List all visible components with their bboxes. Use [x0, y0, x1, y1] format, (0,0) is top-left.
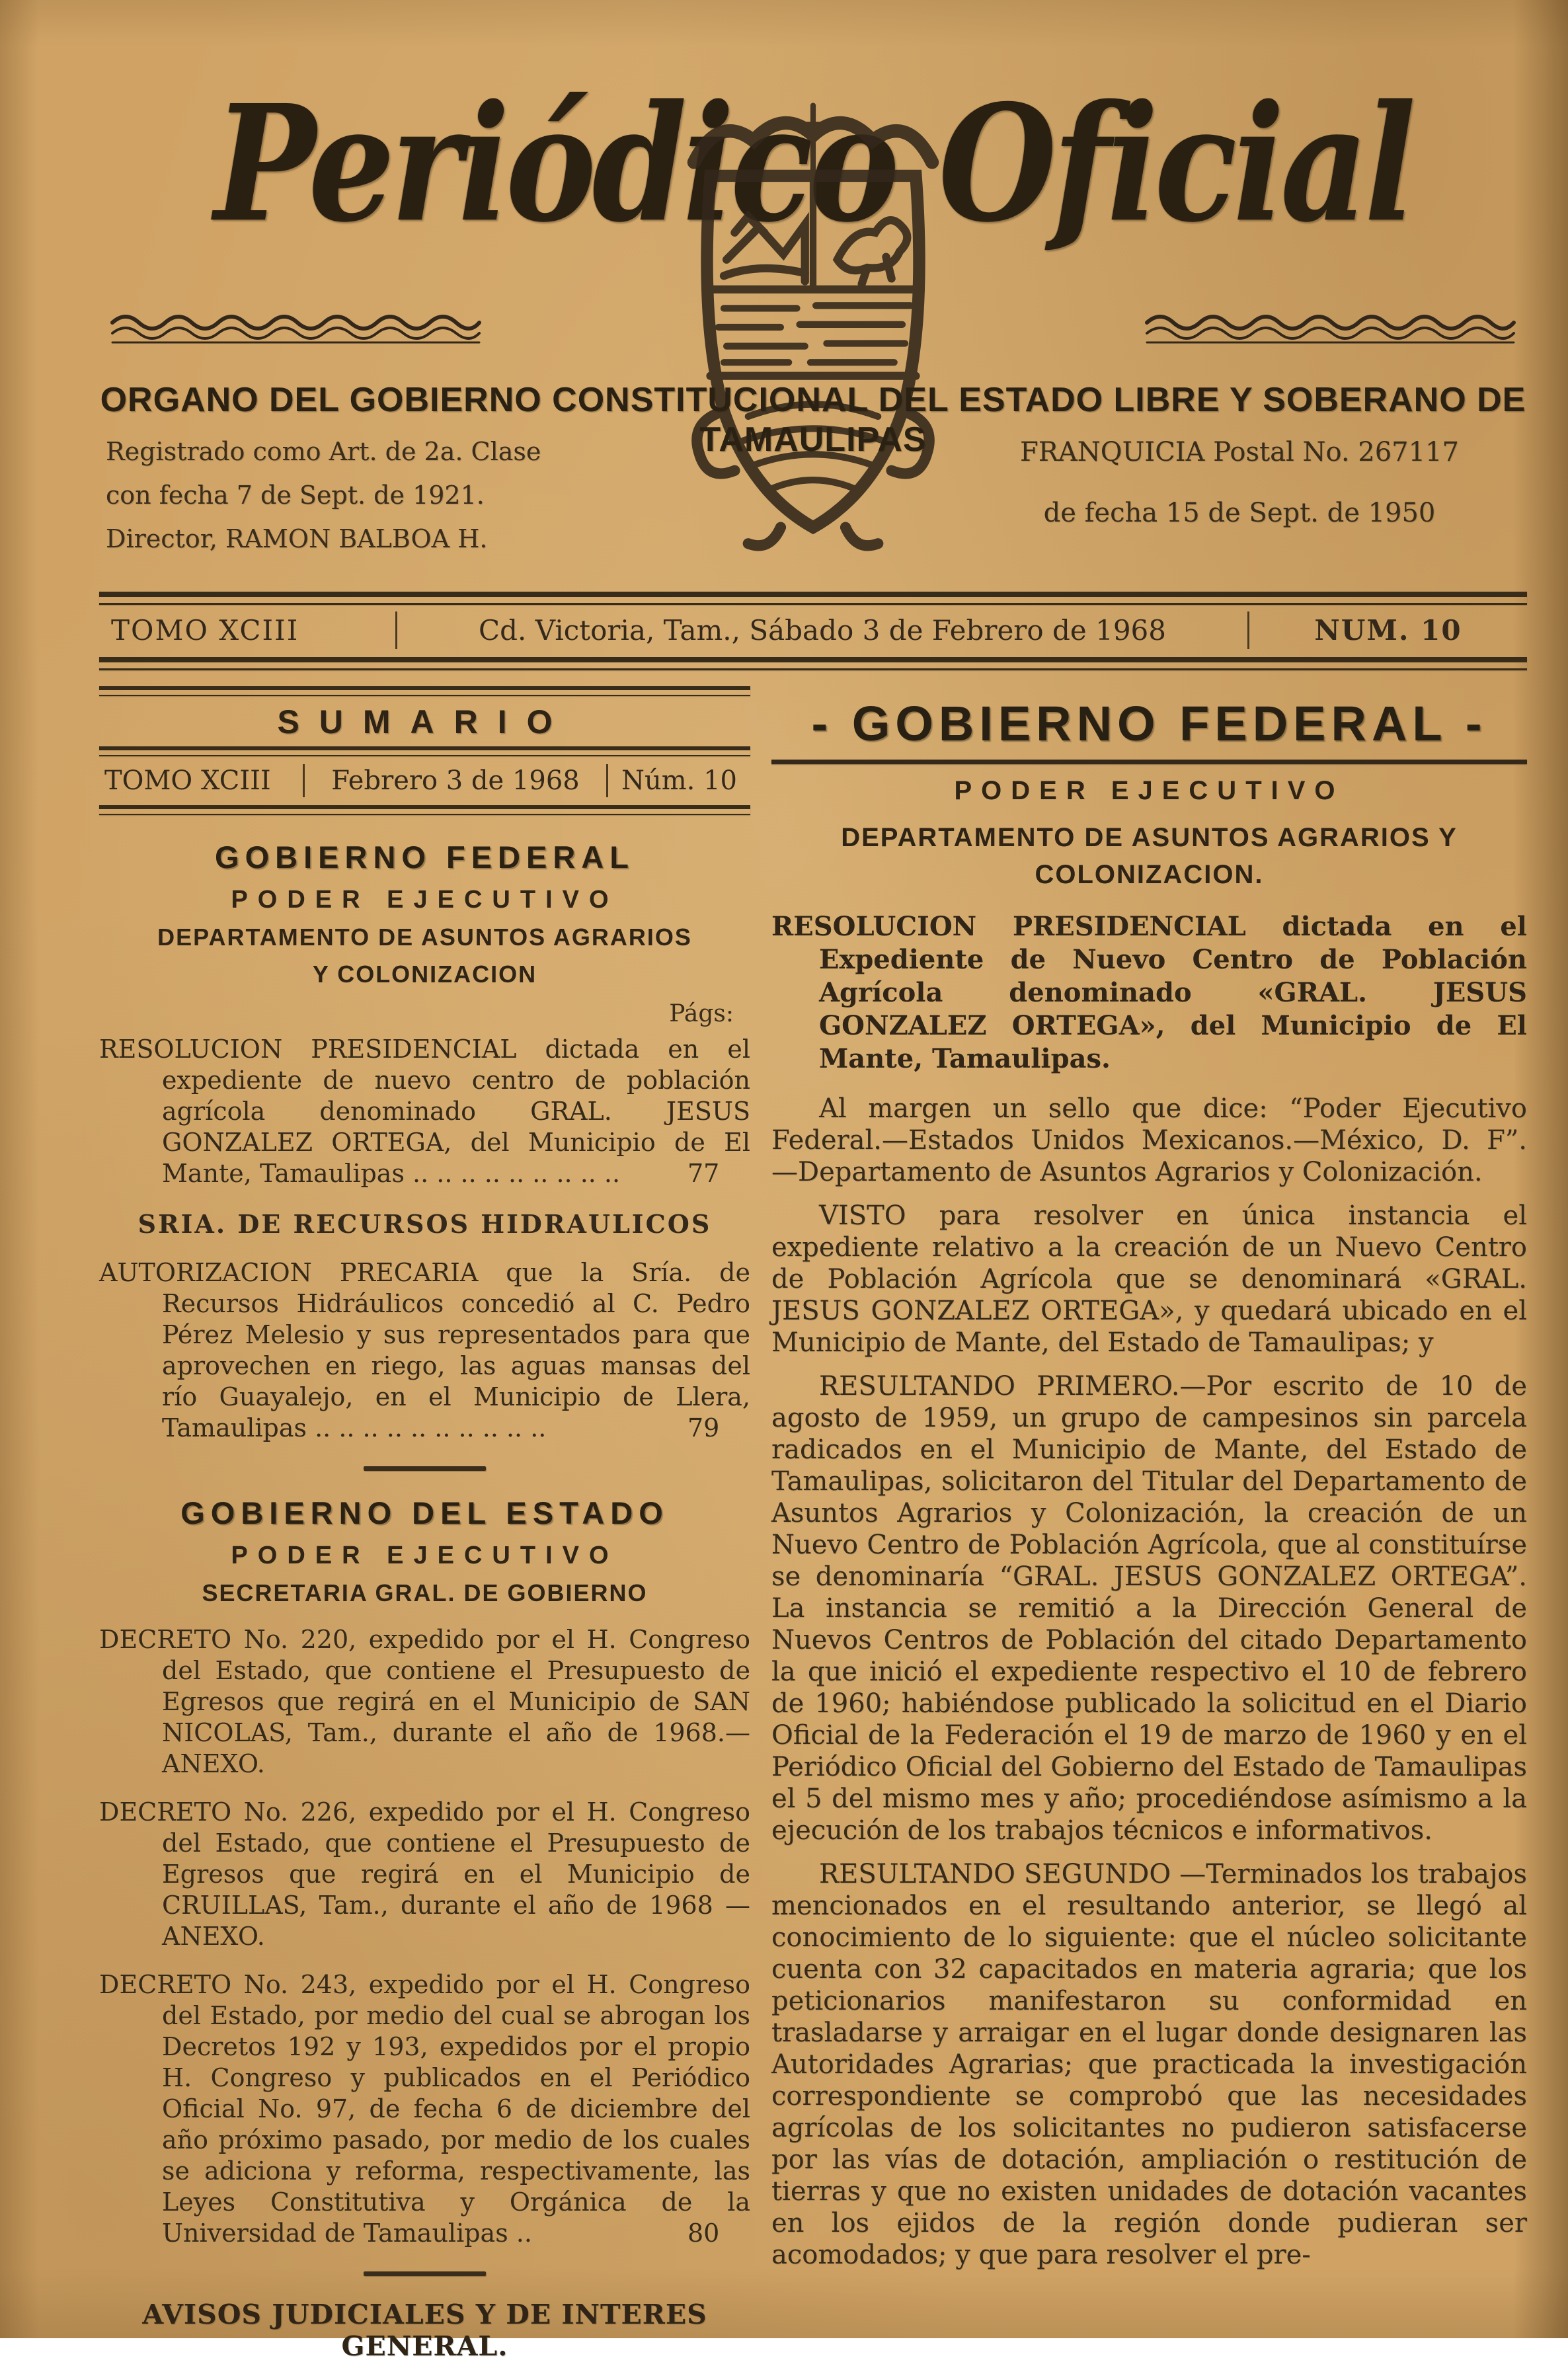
pages-column-label: Págs: [669, 1000, 734, 1027]
estado-subheading-2: SECRETARIA GRAL. DE GOBIERNO [202, 1579, 648, 1606]
registration-line-2: con fecha 7 de Sept. de 1921. [106, 481, 485, 510]
sumario-column [99, 686, 750, 2362]
article-heading: - GOBIERNO FEDERAL - [811, 696, 1487, 751]
toc-entry-text: DECRETO No. 243, expedido por el H. Congreso del Estado, por medio del cual se abrogan los Decretos 192 y 193, expedidos por el propio H. Congreso y publicados en el Periódico Oficial No. 97, de fecha 6 de diciembre del año próximo pasado, por medio de los cuales se adiciona y reforma, respectivamente, las Leyes Constitutiva y Orgánica de la Universidad de Tamaulipas .. [99, 1970, 750, 2248]
article-paragraph-resultando-segundo: RESULTANDO SEGUNDO —Terminados los trabajos mencionados en el resultando anterior, se llegó al conocimiento de lo siguiente: que el núcleo solicitante cuenta con 32 capacitados en materia agraria; que los peticionarios manifestaron su conformidad en trasladarse y arraigar en el lugar donde designaren las Autoridades Agrarias; que practicada la investigación correspondiente se comprobó que las necesidades agrícolas de los solicitantes no pudieron satisfacerse por las vías de dotación, ampliación o restitución de tierras y que no existen unidades de dotación vacantes en los ejidos de la región donde pudieran ser acomodados; y que para resolver el pre- [771, 1859, 1527, 2270]
sumario-rule-bottom [99, 805, 750, 815]
tomo-label: TOMO XCIII [111, 614, 299, 647]
toc-entry-autorizacion: AUTORIZACION PRECARIA que la Sría. de Recursos Hidráulicos concedió al C. Pedro Pérez Melesio y sus representados para que aprovechen en riego, las aguas mansas del río Guayalejo, en el Municipio de Llera, Tamaulipas .. .. .. .. .. .. .. .. .. .. 79 [99, 1258, 750, 1442]
newspaper-title: Periódico Oficial [214, 70, 1412, 258]
toc-entry-resolucion: RESOLUCION PRESIDENCIAL dictada en el expediente de nuevo centro de población agrícola denominado GRAL. JESUS GONZALEZ ORTEGA, del Municipio de El Mante, Tamaulipas .. .. .. .. .. .. .. .. .. 77 [99, 1035, 750, 1188]
sumario-tomo-row [99, 756, 750, 805]
swash-ornament-left [109, 309, 483, 348]
place-date-label: Cd. Victoria, Tam., Sábado 3 de Febrero de 1968 [395, 611, 1249, 649]
toc-entry-decreto-226 [99, 1797, 750, 1952]
toc-entry-decreto-243: DECRETO No. 243, expedido por el H. Congreso del Estado, por medio del cual se abrogan los Decretos 192 y 193, expedidos por el propio H. Congreso y publicados en el Periódico Oficial No. 97, de fecha 6 de diciembre del año próximo pasado, por medio de los cuales se adiciona y reforma, respectivamente, las Leyes Constitutiva y Orgánica de la Universidad de Tamaulipas .. 80 [99, 1970, 750, 2248]
page-body [99, 686, 1527, 2362]
registration-block [106, 430, 541, 561]
article-subheading-2: DEPARTAMENTO DE ASUNTOS AGRARIOS Y COLONIZACION. [841, 823, 1458, 889]
article-subheading-1: PODER EJECUTIVO [954, 776, 1345, 805]
franchise-line-1: FRANQUICIA Postal No. 267117 [1020, 437, 1459, 467]
toc-entry-text: DECRETO No. 220, expedido por el H. Congreso del Estado, que contiene el Presupuesto de Egresos que regirá en el Municipio de SAN NICOLAS, Tam., durante el año de 1968.—ANEXO. [99, 1625, 750, 1778]
estado-subheading-1: PODER EJECUTIVO [231, 1542, 619, 1569]
avisos-footer: AVISOS JUDICIALES Y DE INTERES GENERAL. [142, 2299, 707, 2362]
swash-ornament-right [1144, 309, 1517, 348]
federal-section-heading: GOBIERNO FEDERAL [215, 840, 635, 875]
article-heading-rule [771, 760, 1527, 764]
toc-entry-decreto-220 [99, 1624, 750, 1780]
masthead-subtitle: ORGANO DEL GOBIERNO CONSTITUCIONAL DEL ESTADO LIBRE Y SOBERANO DE TAMAULIPAS [100, 381, 1526, 459]
article-paragraph-visto: VISTO para resolver en única instancia el expediente relativo a la creación de un Nuevo Centro de Población Agrícola que se denominará «GRAL. JESUS GONZALEZ ORTEGA», y quedará ubicado en el Municipio de Mante, del Estado de Tamaulipas; y [771, 1201, 1527, 1358]
federal-subheading-1: PODER EJECUTIVO [231, 886, 619, 914]
dateline-bar [99, 605, 1527, 657]
sumario-title: SUMARIO [277, 703, 572, 740]
sumario-top-rule [99, 686, 750, 696]
article-paragraph-resultando-primero: RESULTANDO PRIMERO.—Por escrito de 10 de agosto de 1959, un grupo de campesinos sin parcela radicados en el Municipio de Mante, del Estado de Tamaulipas, solicitaron del Titular del Departamento de Asuntos Agrarios y Colonización, la creación de un Nuevo Centro de Población Agrícola, que al constituírse se denominaría “GRAL. JESUS GONZALEZ ORTEGA”. La instancia se remitió a la Dirección General de Nuevos Centros de Población del citado Departamento la que inició el expediente respectivo el 10 de febrero de 1960; habiéndose publicado la solicitud en el Diario Oficial de la Federación el 19 de marzo de 1960 y en el Periódico Oficial del Gobierno del Estado de Tamaulipas el 5 del mismo mes y año; procediéndose asímismo a la ejecución de los trabajos técnicos e informativos. [771, 1371, 1527, 1846]
federal-subheading-3: Y COLONIZACION [312, 961, 537, 988]
registration-line-1: Registrado como Art. de 2a. Clase [106, 437, 541, 466]
franchise-line-2: de fecha 15 de Sept. de 1950 [1043, 498, 1436, 528]
toc-entry-text: RESOLUCION PRESIDENCIAL dictada en el expediente de nuevo centro de población agrícola denominado GRAL. JESUS GONZALEZ ORTEGA, del Municipio de El Mante, Tamaulipas .. .. .. .. .. .. .. .. .. [99, 1035, 750, 1188]
section-divider [364, 1466, 486, 1471]
federal-subheading-2: DEPARTAMENTO DE ASUNTOS AGRARIOS [157, 924, 692, 951]
dateline-divider [99, 657, 1527, 670]
director-line: Director, RAMON BALBOA H. [106, 524, 488, 553]
franchise-block [988, 422, 1491, 543]
sumario-tomo-label: TOMO XCIII [104, 766, 271, 796]
masthead-divider [99, 592, 1527, 605]
estado-section-heading: GOBIERNO DEL ESTADO [180, 1495, 669, 1530]
sumario-date-label: Febrero 3 de 1968 [303, 764, 608, 797]
tamaulipas-coat-of-arms-icon [664, 86, 962, 569]
sumario-num-label: Núm. 10 [621, 766, 738, 796]
issue-number-label: NUM. 10 [1314, 614, 1462, 647]
toc-entry-text: DECRETO No. 226, expedido por el H. Congreso del Estado, que contiene el Presupuesto de Egresos que regirá en el Municipio de CRUILLAS, Tam., durante el año de 1968 —ANEXO. [99, 1797, 750, 1951]
toc-entry-text: AUTORIZACION PRECARIA que la Sría. de Recursos Hidráulicos concedió al C. Pedro Pérez Melesio y sus representados para que aprovechen en riego, las aguas mansas del río Guayalejo, en el Municipio de Llera, Tamaulipas .. .. .. .. .. .. .. .. .. .. [99, 1258, 750, 1442]
recursos-hidraulicos-heading: SRIA. DE RECURSOS HIDRAULICOS [137, 1209, 712, 1239]
section-divider [364, 2271, 486, 2276]
article-column [771, 686, 1527, 2362]
article-lead-paragraph: RESOLUCION PRESIDENCIAL dictada en el Expediente de Nuevo Centro de Población Agrícola denominado «GRAL. JESUS GONZALEZ ORTEGA», del Municipio de El Mante, Tamaulipas. [771, 911, 1527, 1074]
sumario-rule [99, 746, 750, 756]
masthead [99, 0, 1527, 592]
article-paragraph-sello: Al margen un sello que dice: “Poder Ejecutivo Federal.—Estados Unidos Mexicanos.—México, D. F”. —Departamento de Asuntos Agrarios y Colonización. [771, 1093, 1527, 1187]
